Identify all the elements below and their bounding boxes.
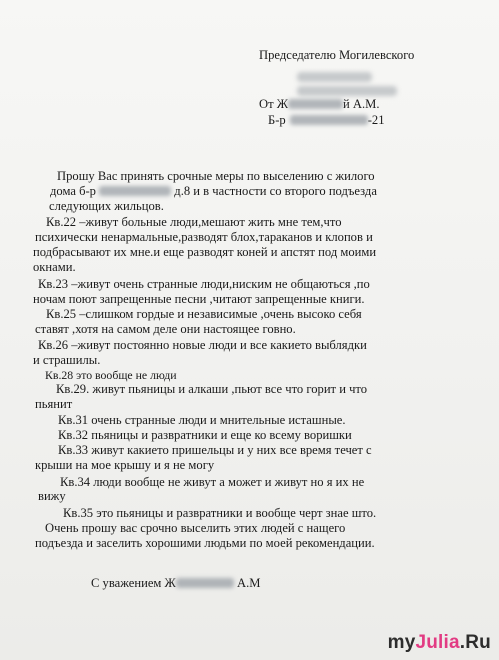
body-line: психически ненармальные,разводят блох,тараканов и клопов и [35,230,373,244]
body-line [50,184,377,199]
redacted-street [99,186,171,196]
body-line: ночам поют запрещенные песни ,читают запрещенные книги. [33,292,365,306]
body-line: и страшилы. [33,353,101,367]
body-line: окнами. [33,260,76,274]
body-line: Кв.34 люди вообще не живут а может и живут но я их не [60,475,365,489]
sender-address-line [268,113,385,128]
body-line: ставят ,хотя на самом деле они настоящее говно. [35,322,296,336]
text-span: д.8 и в частности со второго подъезда [174,184,377,198]
body-line: Кв.32 пьяницы и развратники и еще ко всему воришки [58,428,352,442]
body-line: Кв.28 это вообще не люди [45,368,177,382]
body-line: Прошу Вас принять срочные меры по выселению с жилого [57,169,375,183]
sender-prefix: От Ж [259,97,289,111]
redacted-address [290,115,368,125]
body-line: пьянит [35,397,73,411]
body-line: Кв.33 живут какието пришельцы и у них все время течет с [58,443,372,457]
redacted-addressee-line-3 [297,86,397,96]
body-line: подъезда и заселить хорошими людьми по моей рекомендации. [35,536,375,550]
body-line: Кв.22 –живут больные люди,мешают жить мне тем,что [46,215,342,229]
body-line: Очень прошу вас срочно выселить этих людей с нащего [45,521,346,535]
sender-name-line [259,97,380,112]
body-line: Кв.35 это пьяницы и развратники и вообще черт знае што. [63,506,377,520]
site-watermark [388,632,491,654]
sender-suffix: й А.М. [343,97,380,111]
address-prefix: Б-р [268,113,286,127]
body-line: подбрасывают их мне.и еще разводят коней и апстят под моими [33,245,377,259]
signature-line [91,576,260,591]
redacted-addressee-line-2 [297,72,372,82]
watermark-part-1: my [387,632,416,653]
body-line: Кв.29. живут пьяницы и алкаши ,пьют все что горит и что [56,382,368,396]
body-line: Кв.23 –живут очень странные люди,ниским не общаються ,по [38,277,370,291]
body-line: следующих жильцов. [49,199,164,213]
watermark-part-3: .Ru [459,632,491,653]
redacted-sender-name [288,99,343,109]
watermark-part-2: Julia [415,632,460,653]
text-span: дома б-р [50,184,96,198]
redacted-signature-name [176,578,234,588]
body-line: крыши на мое крышу и я не могу [35,458,215,472]
addressee-line-1: Председателю Могилевского [259,48,415,62]
address-suffix: -21 [367,113,385,127]
signature-suffix: А.М [236,576,261,590]
body-line: Кв.26 –живут постоянно новые люди и все какието выблядки [38,338,367,352]
signature-prefix: С уважением Ж [91,576,176,590]
body-line: вижу [38,489,66,503]
body-line: Кв.25 –слишком гордые и независимые ,очень высоко себя [46,307,362,321]
body-line: Кв.31 очень странные люди и мнительные исташные. [58,413,346,427]
